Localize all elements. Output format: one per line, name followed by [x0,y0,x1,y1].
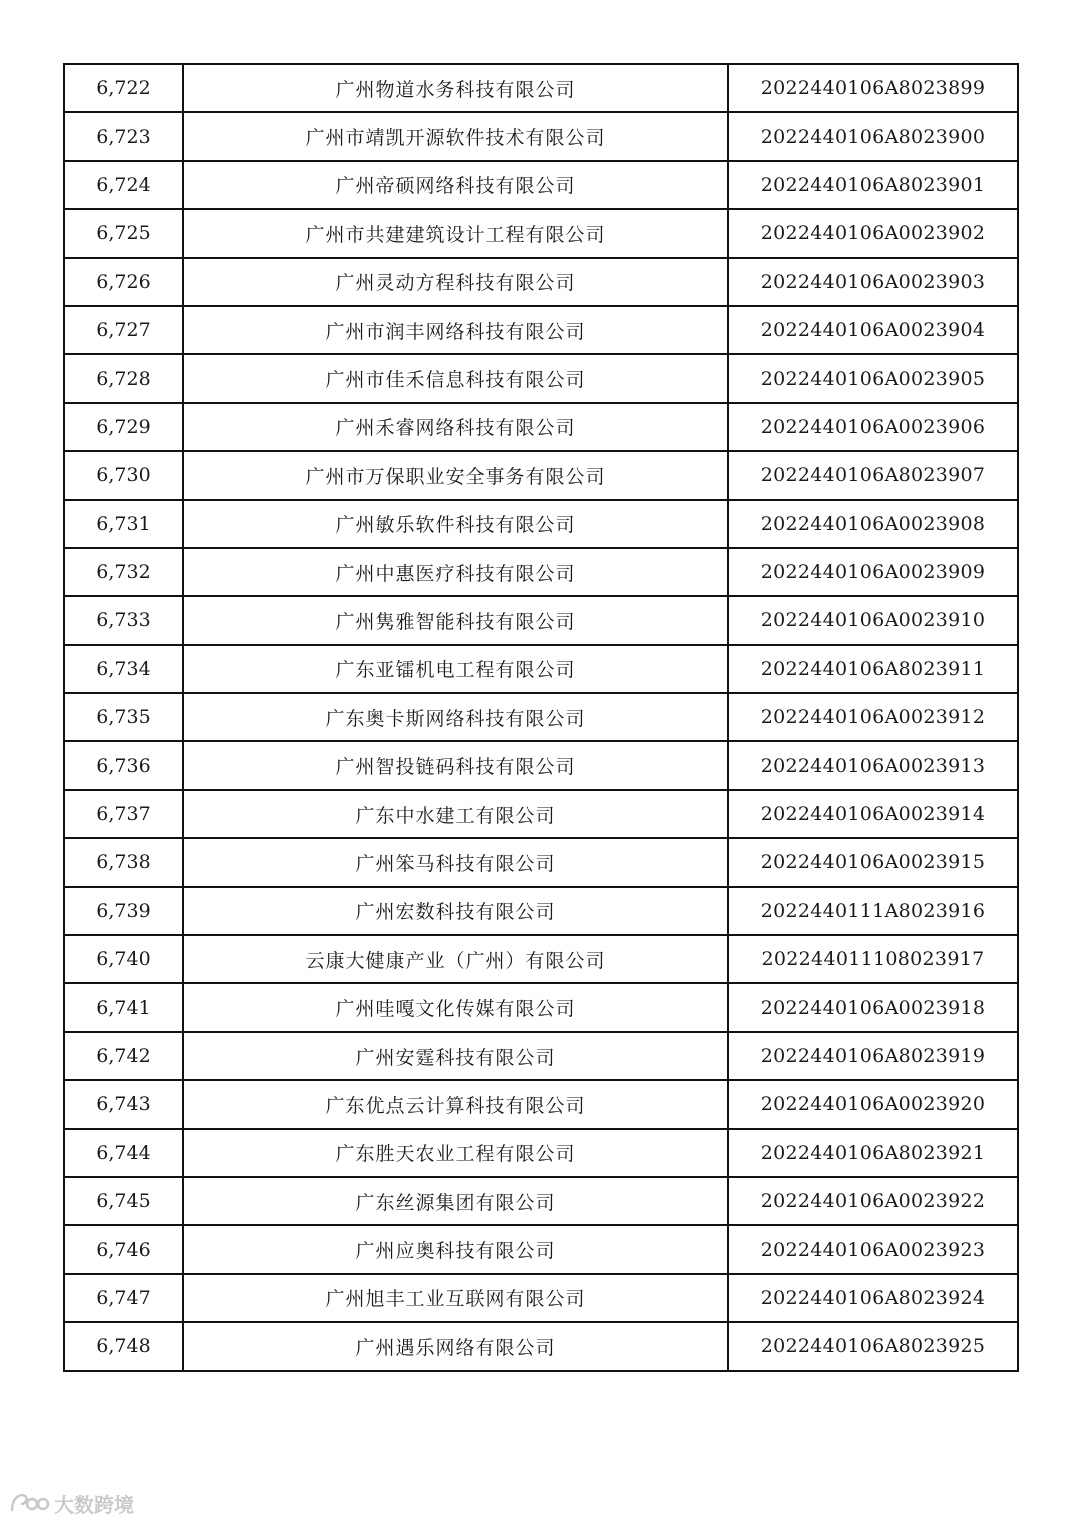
company-name-cell: 广州哇嘎文化传媒有限公司 [183,983,728,1031]
table-row [64,209,1018,257]
row-number-cell: 6,732 [64,548,183,596]
company-list-table-container [63,63,1015,1372]
table-row [64,1032,1018,1080]
row-number-cell: 6,738 [64,838,183,886]
table-row [64,548,1018,596]
row-number-cell: 6,747 [64,1274,183,1322]
registration-code-cell: 2022440106A8023900 [728,112,1018,160]
company-name-cell: 广州市万保职业安全事务有限公司 [183,451,728,499]
company-name-cell: 广东亚镭机电工程有限公司 [183,645,728,693]
watermark [8,1488,134,1518]
registration-code-cell: 2022440106A0023918 [728,983,1018,1031]
row-number-cell: 6,730 [64,451,183,499]
company-name-cell: 广州市佳禾信息科技有限公司 [183,354,728,402]
registration-code-cell: 2022440106A8023901 [728,161,1018,209]
table-row [64,306,1018,354]
table-row [64,403,1018,451]
registration-code-cell: 2022440106A0023908 [728,500,1018,548]
row-number-cell: 6,729 [64,403,183,451]
registration-code-cell: 2022440106A0023909 [728,548,1018,596]
table-row [64,1129,1018,1177]
company-name-cell: 广州市共建建筑设计工程有限公司 [183,209,728,257]
row-number-cell: 6,746 [64,1225,183,1273]
company-name-cell: 广州市润丰网络科技有限公司 [183,306,728,354]
table-row [64,161,1018,209]
registration-code-cell: 2022440106A8023919 [728,1032,1018,1080]
table-row [64,596,1018,644]
table-row [64,790,1018,838]
row-number-cell: 6,736 [64,741,183,789]
company-name-cell: 广州应奥科技有限公司 [183,1225,728,1273]
table-row [64,258,1018,306]
table-row [64,1225,1018,1273]
row-number-cell: 6,739 [64,887,183,935]
company-name-cell: 广州隽雅智能科技有限公司 [183,596,728,644]
row-number-cell: 6,722 [64,64,183,112]
table-row [64,1177,1018,1225]
registration-code-cell: 2022440106A0023922 [728,1177,1018,1225]
registration-code-cell: 2022440106A8023911 [728,645,1018,693]
company-name-cell: 广州笨马科技有限公司 [183,838,728,886]
company-name-cell: 广州智投链码科技有限公司 [183,741,728,789]
company-name-cell: 广州中惠医疗科技有限公司 [183,548,728,596]
registration-code-cell: 2022440106A0023902 [728,209,1018,257]
company-name-cell: 广东中水建工有限公司 [183,790,728,838]
row-number-cell: 6,723 [64,112,183,160]
row-number-cell: 6,727 [64,306,183,354]
company-name-cell: 广东丝源集团有限公司 [183,1177,728,1225]
brand-logo-icon [8,1490,50,1516]
watermark-text: 大数跨境 [54,1492,134,1517]
registration-code-cell: 2022440106A8023924 [728,1274,1018,1322]
table-body [64,64,1018,1371]
row-number-cell: 6,731 [64,500,183,548]
registration-code-cell: 2022440106A0023920 [728,1080,1018,1128]
row-number-cell: 6,725 [64,209,183,257]
table-row [64,1080,1018,1128]
table-row [64,64,1018,112]
row-number-cell: 6,745 [64,1177,183,1225]
table-row [64,741,1018,789]
row-number-cell: 6,724 [64,161,183,209]
registration-code-cell: 2022440106A0023906 [728,403,1018,451]
table-row [64,500,1018,548]
company-name-cell: 广州敏乐软件科技有限公司 [183,500,728,548]
row-number-cell: 6,748 [64,1322,183,1370]
table-row [64,838,1018,886]
company-name-cell: 广东优点云计算科技有限公司 [183,1080,728,1128]
company-name-cell: 广州物道水务科技有限公司 [183,64,728,112]
registration-code-cell: 202244011108023917 [728,935,1018,983]
company-name-cell: 广州宏数科技有限公司 [183,887,728,935]
row-number-cell: 6,741 [64,983,183,1031]
table-row [64,645,1018,693]
registration-code-cell: 2022440111A8023916 [728,887,1018,935]
row-number-cell: 6,734 [64,645,183,693]
company-name-cell: 广州帝硕网络科技有限公司 [183,161,728,209]
table-row [64,693,1018,741]
row-number-cell: 6,740 [64,935,183,983]
registration-code-cell: 2022440106A0023904 [728,306,1018,354]
company-name-cell: 广州灵动方程科技有限公司 [183,258,728,306]
table-row [64,935,1018,983]
registration-code-cell: 2022440106A8023907 [728,451,1018,499]
company-name-cell: 广东奥卡斯网络科技有限公司 [183,693,728,741]
company-name-cell: 广州禾睿网络科技有限公司 [183,403,728,451]
registration-code-cell: 2022440106A0023914 [728,790,1018,838]
registration-code-cell: 2022440106A8023899 [728,64,1018,112]
table-row [64,354,1018,402]
row-number-cell: 6,733 [64,596,183,644]
row-number-cell: 6,726 [64,258,183,306]
table-row [64,887,1018,935]
table-row [64,1322,1018,1370]
registration-code-cell: 2022440106A0023910 [728,596,1018,644]
row-number-cell: 6,737 [64,790,183,838]
row-number-cell: 6,744 [64,1129,183,1177]
company-name-cell: 云康大健康产业（广州）有限公司 [183,935,728,983]
row-number-cell: 6,743 [64,1080,183,1128]
registration-code-cell: 2022440106A8023921 [728,1129,1018,1177]
table-row [64,1274,1018,1322]
table-row [64,112,1018,160]
registration-code-cell: 2022440106A0023923 [728,1225,1018,1273]
company-name-cell: 广州安霆科技有限公司 [183,1032,728,1080]
registration-code-cell: 2022440106A0023903 [728,258,1018,306]
row-number-cell: 6,728 [64,354,183,402]
company-list-table [63,63,1019,1372]
row-number-cell: 6,742 [64,1032,183,1080]
company-name-cell: 广州市靖凯开源软件技术有限公司 [183,112,728,160]
registration-code-cell: 2022440106A8023925 [728,1322,1018,1370]
registration-code-cell: 2022440106A0023912 [728,693,1018,741]
company-name-cell: 广州遇乐网络有限公司 [183,1322,728,1370]
row-number-cell: 6,735 [64,693,183,741]
table-row [64,983,1018,1031]
registration-code-cell: 2022440106A0023913 [728,741,1018,789]
registration-code-cell: 2022440106A0023905 [728,354,1018,402]
registration-code-cell: 2022440106A0023915 [728,838,1018,886]
company-name-cell: 广州旭丰工业互联网有限公司 [183,1274,728,1322]
company-name-cell: 广东胜天农业工程有限公司 [183,1129,728,1177]
table-row [64,451,1018,499]
